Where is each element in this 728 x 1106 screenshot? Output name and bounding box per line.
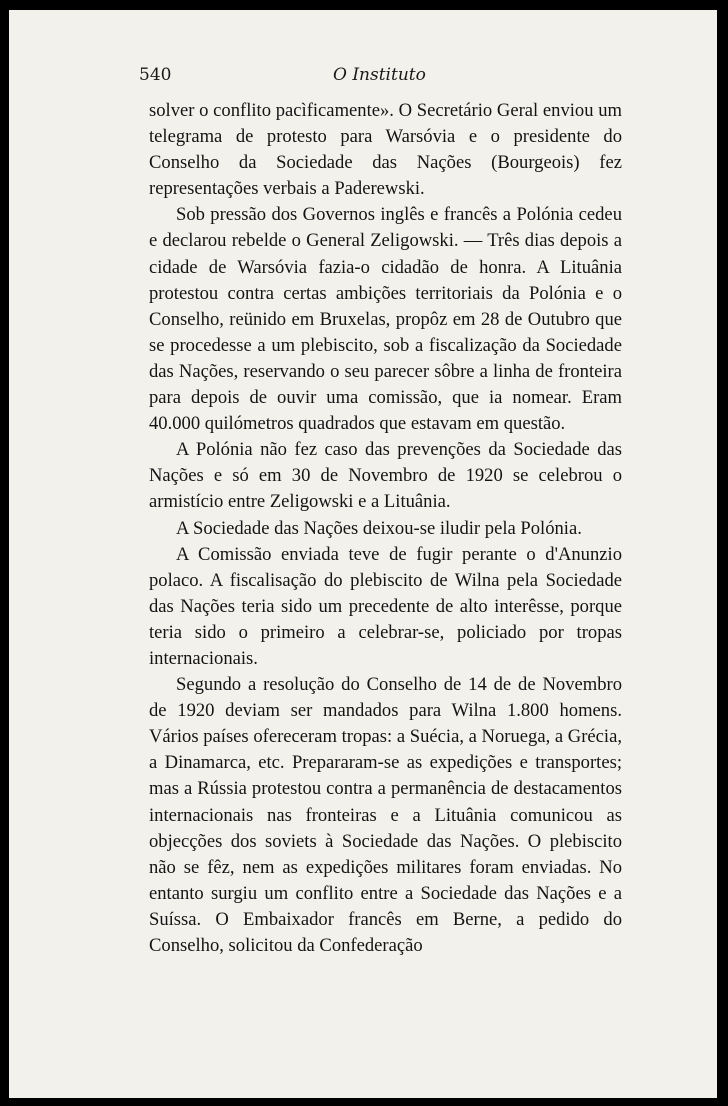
page-number: 540	[139, 65, 172, 85]
page-body-text	[149, 98, 622, 959]
paragraph: A Polónia não fez caso das prevenções da Sociedade das Nações e só em 30 de Novembro de 1920 se celebrou o armistício entre Zeligowski e a Lituânia.	[149, 439, 622, 513]
paragraph: A Sociedade das Nações deixou-se iludir pela Polónia.	[176, 517, 582, 539]
paragraph: Segundo a resolução do Conselho de 14 de de Novembro de 1920 deviam ser mandados para Wilna 1.800 homens. Vários países ofereceram tropas: a Suécia, a Noruega, a Grécia, a Dinamarca, etc. Prepararam-se as expedições e transportes; mas a Rússia protestou contra a permanência de destacamentos internacionais nas fronteiras e a Lituânia comunicou as objecções dos soviets à Sociedade das Nações. O plebiscito não se fêz, nem as expedições militares foram enviadas. No entanto surgiu um conflito entre a Sociedade das Nações e a Suíssa. O Embaixador francês em Berne, a pedido do Conselho, solicitou da Confederação	[149, 674, 622, 956]
page-header	[139, 65, 619, 89]
paragraph: solver o conflito pacìficamente». O Secretário Geral enviou um telegrama de protesto para Warsóvia e o presidente do Conselho da Sociedade das Nações (Bourgeois) fez representações verbais a Paderewski.	[149, 100, 622, 200]
paragraph: A Comissão enviada teve de fugir perante o d'Anunzio polaco. A fiscalisação do plebiscito de Wilna pela Sociedade das Nações teria sido um precedente de alto interêsse, porque teria sido o primeiro a celebrar-se, policiado por tropas internacionais.	[149, 543, 622, 669]
running-title: O Instituto	[333, 65, 426, 85]
paragraph: Sob pressão dos Governos inglês e francês a Polónia cedeu e declarou rebelde o General Zeligowski. — Três dias depois a cidade de Warsóvia fazia-o cidadão de honra. A Lituânia protestou contra certas ambições territoriais da Polónia e o Conselho, reünido em Bruxelas, propôz em 28 de Outubro que se procedesse a um plebiscito, sob a fiscalização da Sociedade das Nações, reservando o seu parecer sôbre a linha de fronteira para depois de ouvir uma comissão, que ia nomear. Eram 40.000 quilómetros quadrados que estavam em questão.	[149, 204, 622, 435]
